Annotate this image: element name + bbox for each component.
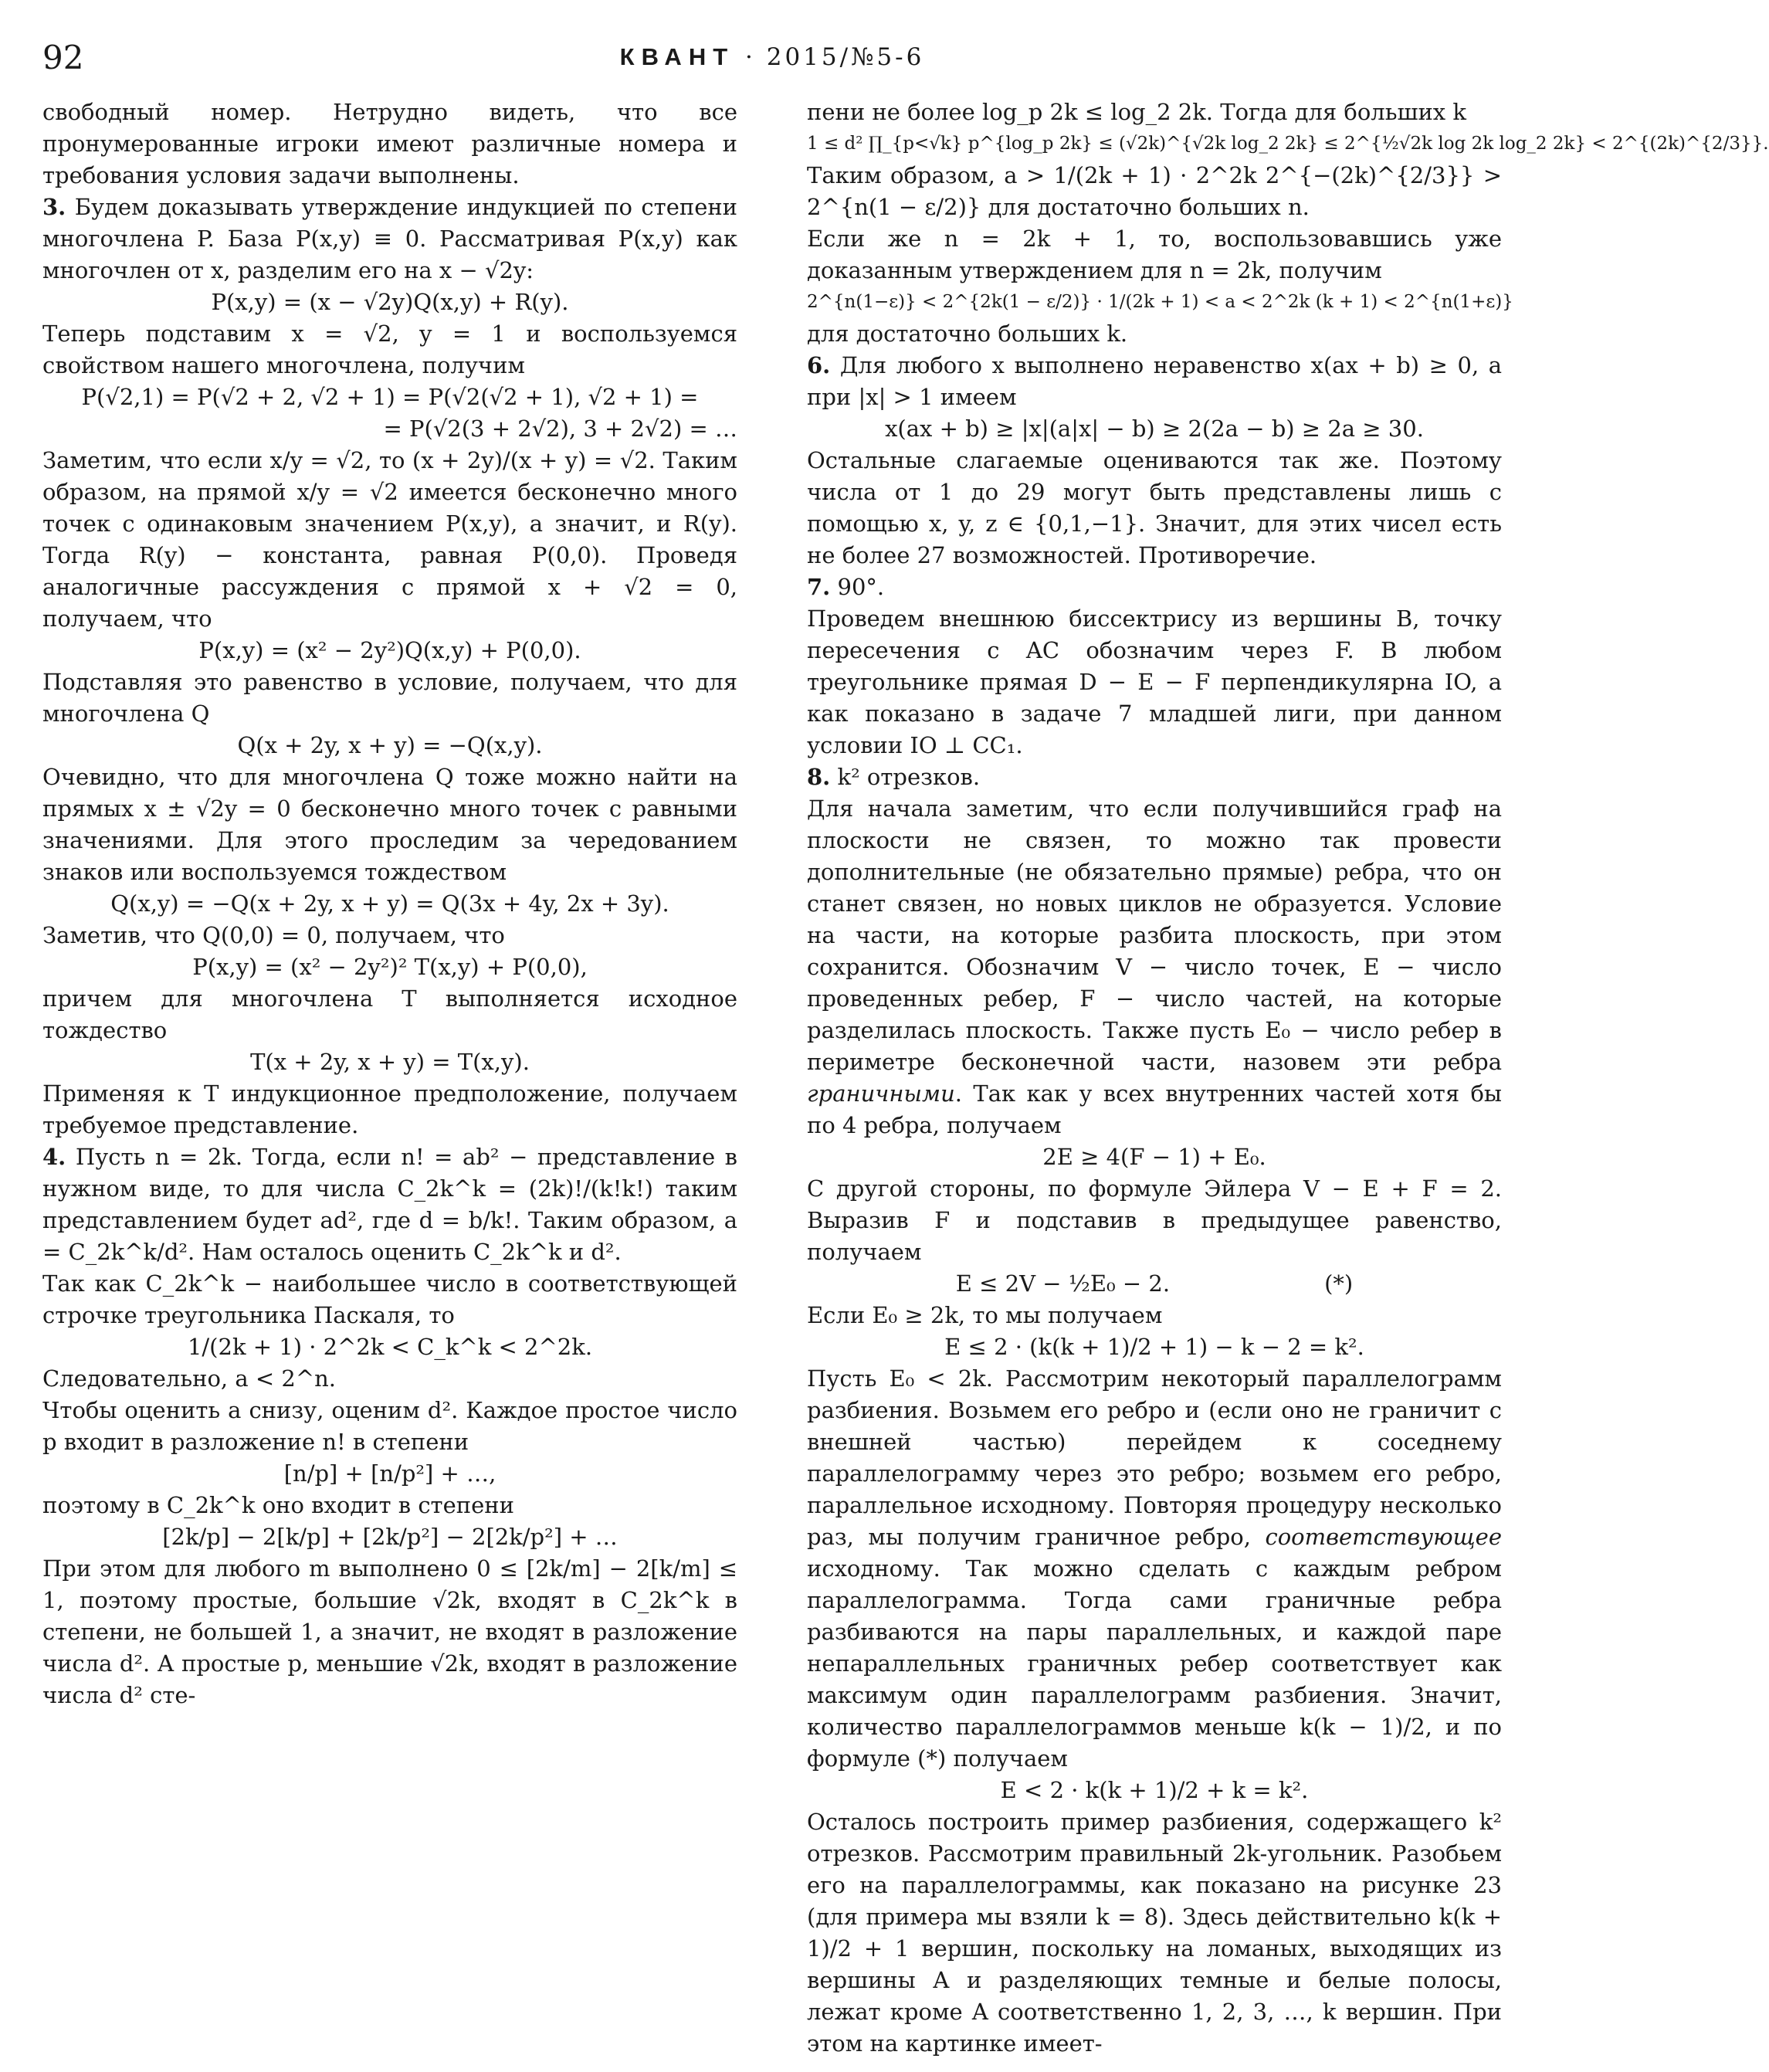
issue-label: 2015/№5-6	[766, 43, 925, 71]
term: граничными	[807, 1080, 955, 1107]
problem-number: 7.	[807, 574, 831, 600]
paragraph: Для начала заметим, что если получившийся граф на плоскости не связен, то можно так провести дополнительные (не обязательно прямые) ребра, что он станет связен, но новых циклов не образуется. Условие на части, на которые разбита плоскость, при этом сохранится. Обозначим V − число точек, E − число проведенных ребер, F − число частей, на которые разделилась плоскость. Также пусть E₀ − число ребер в периметре бесконечной части, назовем эти ребра граничными. Так как у всех внутренних частей хотя бы по 4 ребра, получаем	[807, 795, 1502, 1138]
paragraph: Остальные слагаемые оцениваются так же. Поэтому числа от 1 до 29 могут быть представлены лишь с помощью x, y, z ∈ {0,1,−1}. Значит, для этих чисел есть не более 27 возможностей. Противоречие.	[807, 447, 1502, 568]
formula: Q(x,y) = −Q(x + 2y, x + y) = Q(3x + 4y, 2x + 3y).	[110, 890, 669, 917]
paragraph: Осталось построить пример разбиения, содержащего k² отрезков. Рассмотрим правильный 2k-угольник. Разобьем его на параллелограммы, как показано на рисунке 23 (для примера мы взяли k = 8). Здесь действительно k(k + 1)/2 + 1 вершин, поскольку на ломаных, выходящих из вершины A и разделяющих темные и белые полосы, лежат кроме A соответственно 1, 2, 3, …, k вершин. При этом на картинке имеет-	[807, 1809, 1502, 2057]
formula: 1/(2k + 1) · 2^2k < C_k^k < 2^2k.	[187, 1334, 593, 1360]
journal-title: КВАНТ	[619, 43, 735, 70]
paragraph: При этом для любого m выполнено 0 ≤ [2k/m] − 2[k/m] ≤ 1, поэтому простые, большие √2k, входят в C_2k^k в степени, не большей 1, а значит, не входят в разложение числа d². А простые p, меньшие √2k, входят в разложение числа d² сте-	[42, 1555, 737, 1708]
formula: P(x,y) = (x² − 2y²)² T(x,y) + P(0,0),	[192, 954, 588, 980]
formula: T(x + 2y, x + y) = T(x,y).	[250, 1049, 530, 1075]
paragraph: Применяя к T индукционное предположение, получаем требуемое представление.	[42, 1080, 737, 1138]
problem-6: 6. Для любого x выполнено неравенство x(ax + b) ≥ 0, а при |x| > 1 имеем	[807, 352, 1503, 410]
paragraph: С другой стороны, по формуле Эйлера V − E + F = 2. Выразив F и подставив в предыдущее равенство, получаем	[807, 1175, 1502, 1265]
formula: P(√2,1) = P(√2 + 2, √2 + 1) = P(√2(√2 + 1), √2 + 1) =	[81, 384, 699, 410]
problem-number: 8.	[807, 764, 831, 790]
paragraph: пени не более log_p 2k ≤ log_2 2k. Тогда для больших k	[807, 99, 1466, 125]
right-column	[807, 97, 1769, 2060]
paragraph: Таким образом, a > 1/(2k + 1) · 2^2k 2^{−(2k)^{2/3}} > 2^{n(1 − ε/2)} для достаточно больших n.	[807, 162, 1502, 220]
paragraph: Если E₀ ≥ 2k, то мы получаем	[807, 1302, 1163, 1328]
formula: E ≤ 2 · (k(k + 1)/2 + 1) − k − 2 = k².	[944, 1334, 1364, 1360]
page-number: 92	[42, 39, 84, 76]
formula: E < 2 · k(k + 1)/2 + k = k².	[1000, 1777, 1309, 1803]
paragraph: поэтому в C_2k^k оно входит в степени	[42, 1492, 514, 1518]
problem-number: 6.	[807, 352, 831, 378]
formula: [2k/p] − 2[k/p] + [2k/p²] − 2[2k/p²] + …	[162, 1524, 618, 1550]
left-column	[42, 97, 737, 1711]
problem-4	[42, 1141, 737, 1268]
answer: k² отрезков.	[837, 764, 981, 790]
paragraph: Следовательно, a < 2^n.	[42, 1365, 337, 1392]
formula: E ≤ 2V − ½E₀ − 2. (*)	[955, 1270, 1354, 1297]
formula: x(ax + b) ≥ |x|(a|x| − b) ≥ 2(2a − b) ≥ 2a ≥ 30.	[885, 415, 1424, 442]
problem-number: 3.	[42, 194, 66, 220]
problem-8	[807, 761, 1502, 793]
paragraph: Так как C_2k^k − наибольшее число в соответствующей строчке треугольника Паскаля, то	[42, 1270, 737, 1328]
paragraph: Если же n = 2k + 1, то, воспользовавшись уже доказанным утверждением для n = 2k, получим	[807, 226, 1502, 283]
formula: 1 ≤ d² ∏_{p<√k} p^{log_p 2k} ≤ (√2k)^{√2k log_2 2k} ≤ 2^{½√2k log 2k log_2 2k} < 2^{(2k)^{2/3}}.	[807, 134, 1769, 154]
paragraph: Пусть E₀ < 2k. Рассмотрим некоторый параллелограмм разбиения. Возьмем его ребро и (если оно не граничит с внешней частью) перейдем к соседнему параллелограмму через это ребро; возьмем его ребро, параллельное исходному. Повторяя процедуру несколько раз, мы получим граничное ребро, соответствующее исходному. Так можно сделать с каждым ребром параллелограмма. Тогда сами граничные ребра разбиваются на пары параллельных, и каждой паре непараллельных граничных ребер соответствует как максимум один параллелограмм разбиения. Значит, количество параллелограммов меньше k(k − 1)/2, и по формуле (*) получаем	[807, 1365, 1502, 1772]
paragraph: для достаточно больших k.	[807, 320, 1128, 347]
term: соответствующее	[1265, 1524, 1502, 1550]
formula: 2E ≥ 4(F − 1) + E₀.	[1042, 1144, 1266, 1170]
formula: P(x,y) = (x − √2y)Q(x,y) + R(y).	[211, 289, 569, 315]
paragraph: Теперь подставим x = √2, y = 1 и воспользуемся свойством нашего многочлена, получим	[42, 320, 737, 378]
formula: 2^{n(1−ε)} < 2^{2k(1 − ε/2)} · 1/(2k + 1) < a < 2^2k (k + 1) < 2^{n(1+ε)}	[807, 292, 1513, 312]
answer: 90°.	[837, 574, 885, 600]
formula: = P(√2(3 + 2√2), 3 + 2√2) = …	[383, 415, 737, 442]
paragraph: Заметив, что Q(0,0) = 0, получаем, что	[42, 922, 505, 948]
problem-number: 4.	[42, 1144, 66, 1170]
problem-7	[807, 571, 1502, 603]
formula: [n/p] + [n/p²] + …,	[283, 1460, 496, 1487]
paragraph: свободный номер. Нетрудно видеть, что все пронумерованные игроки имеют различные номера и требования условия задачи выполнены.	[42, 99, 737, 188]
page-header	[42, 34, 1502, 88]
paragraph: Очевидно, что для многочлена Q тоже можно найти на прямых x ± √2y = 0 бесконечно много точек с равными значениями. Для этого проследим за чередованием знаков или воспользуемся тождеством	[42, 764, 737, 885]
paragraph: Пусть n = 2k. Тогда, если n! = ab² − представление в нужном виде, то для числа C_2k^k = (2k)!/(k!k!) таким представлением будет ad², где d = b/k!. Таким образом, a = C_2k^k/d². Нам осталось оценить C_2k^k и d².	[42, 1144, 738, 1265]
paragraph: Заметим, что если x/y = √2, то (x + 2y)/(x + y) = √2. Таким образом, на прямой x/y = √2 имеется бесконечно много точек с одинаковым значением P(x,y), а значит, и R(y). Тогда R(y) − константа, равная P(0,0). Проведя аналогичные рассуждения с прямой x + √2 = 0, получаем, что	[42, 447, 737, 632]
paragraph: причем для многочлена T выполняется исходное тождество	[42, 985, 737, 1043]
paragraph: Будем доказывать утверждение индукцией по степени многочлена P. База P(x,y) ≡ 0. Рассматривая P(x,y) как многочлен от x, разделим его на x − √2y:	[42, 194, 738, 283]
running-head: КВАНТ · 2015/№5-6	[619, 43, 925, 71]
paragraph: Проведем внешнюю биссектрису из вершины B, точку пересечения с AC обозначим через F. В любом треугольнике прямая D − E − F перпендикулярна IO, а как показано в задаче 7 младшей лиги, при данном условии IO ⊥ CC₁.	[807, 605, 1502, 758]
equation-label: (*)	[1324, 1270, 1354, 1297]
inline-formula: a > 1/(2k + 1) · 2^2k 2^{−(2k)^{2/3}} > 2^{n(1 − ε/2)}	[807, 162, 1502, 220]
paragraph: Подставляя это равенство в условие, получаем, что для многочлена Q	[42, 669, 737, 727]
formula: P(x,y) = (x² − 2y²)Q(x,y) + P(0,0).	[198, 637, 581, 663]
problem-3	[42, 192, 737, 287]
formula: Q(x + 2y, x + y) = −Q(x,y).	[237, 732, 543, 758]
paragraph: Чтобы оценить a снизу, оценим d². Каждое простое число p входит в разложение n! в степени	[42, 1397, 737, 1455]
